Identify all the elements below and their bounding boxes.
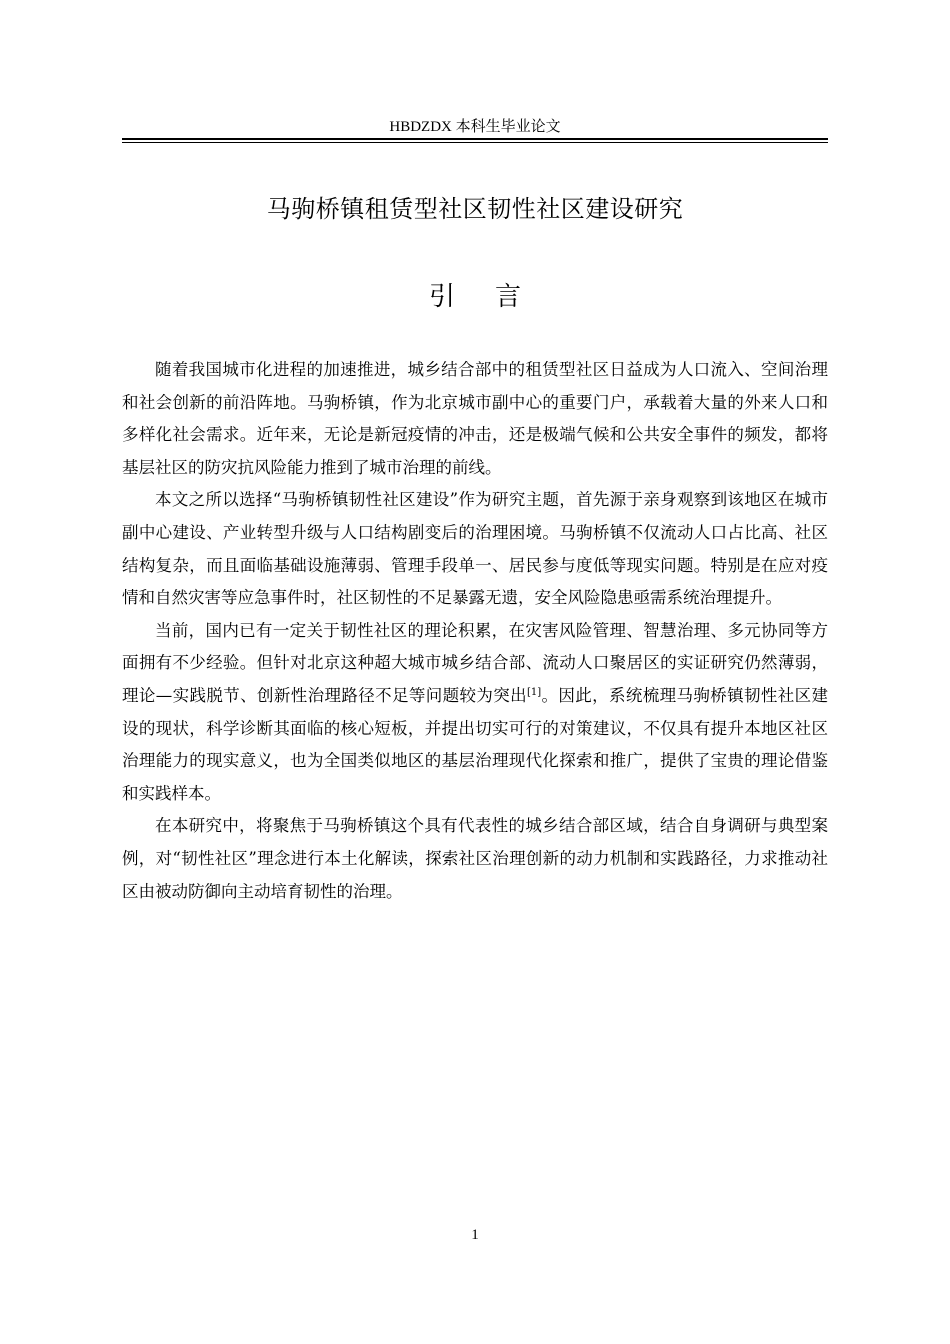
paragraph-2: 本文之所以选择“马驹桥镇韧性社区建设”作为研究主题，首先源于亲身观察到该地区在城市副中心建设、产业转型升级与人口结构剧变后的治理困境。马驹桥镇不仅流动人口占比高、社区结构复杂，而且面临基础设施薄弱、管理手段单一、居民参与度低等现实问题。特别是在应对疫情和自然灾害等应急事件时，社区韧性的不足暴露无遗，安全风险隐患亟需系统治理提升。 [122,490,828,608]
header-rule-thin [122,142,828,143]
paragraph-3 [122,615,828,811]
paragraph-3-text-after-citation: 。因此，系统梳理马驹桥镇韧性社区建设的现状，科学诊断其面临的核心短板，并提出切实可行的对策建议，不仅具有提升本地区社区治理能力的现实意义，也为全国类似地区的基层治理现代化探索和推广，提供了宝贵的理论借鉴和实践样本。 [122,685,829,803]
paper-title: 马驹桥镇租赁型社区韧性社区建设研究 [266,195,684,223]
body-text [122,354,828,908]
header-rule-thick [122,138,828,140]
running-header: HBDZDX 本科生毕业论文 [389,119,561,135]
citation-marker: [1] [526,686,542,698]
paragraph-3-text-before-citation: 当前，国内已有一定关于韧性社区的理论积累，在灾害风险管理、智慧治理、多元协同等方面拥有不少经验。但针对北京这种超大城市城乡结合部、流动人口聚居区的实证研究仍然薄弱，理论—实践脱节、创新性治理路径不足等问题较为突出 [122,620,828,705]
paragraph-4: 在本研究中，将聚焦于马驹桥镇这个具有代表性的城乡结合部区域，结合自身调研与典型案例，对“韧性社区”理念进行本土化解读，探索社区治理创新的动力机制和实践路径，力求推动社区由被动防御向主动培育韧性的治理。 [122,816,828,901]
page-number: 1 [471,1227,479,1243]
section-heading: 引言 [428,282,561,312]
paragraph-1: 随着我国城市化进程的加速推进，城乡结合部中的租赁型社区日益成为人口流入、空间治理和社会创新的前沿阵地。马驹桥镇，作为北京城市副中心的重要门户，承载着大量的外来人口和多样化社会需求。近年来，无论是新冠疫情的冲击，还是极端气候和公共安全事件的频发，都将基层社区的防灾抗风险能力推到了城市治理的前线。 [122,360,828,477]
